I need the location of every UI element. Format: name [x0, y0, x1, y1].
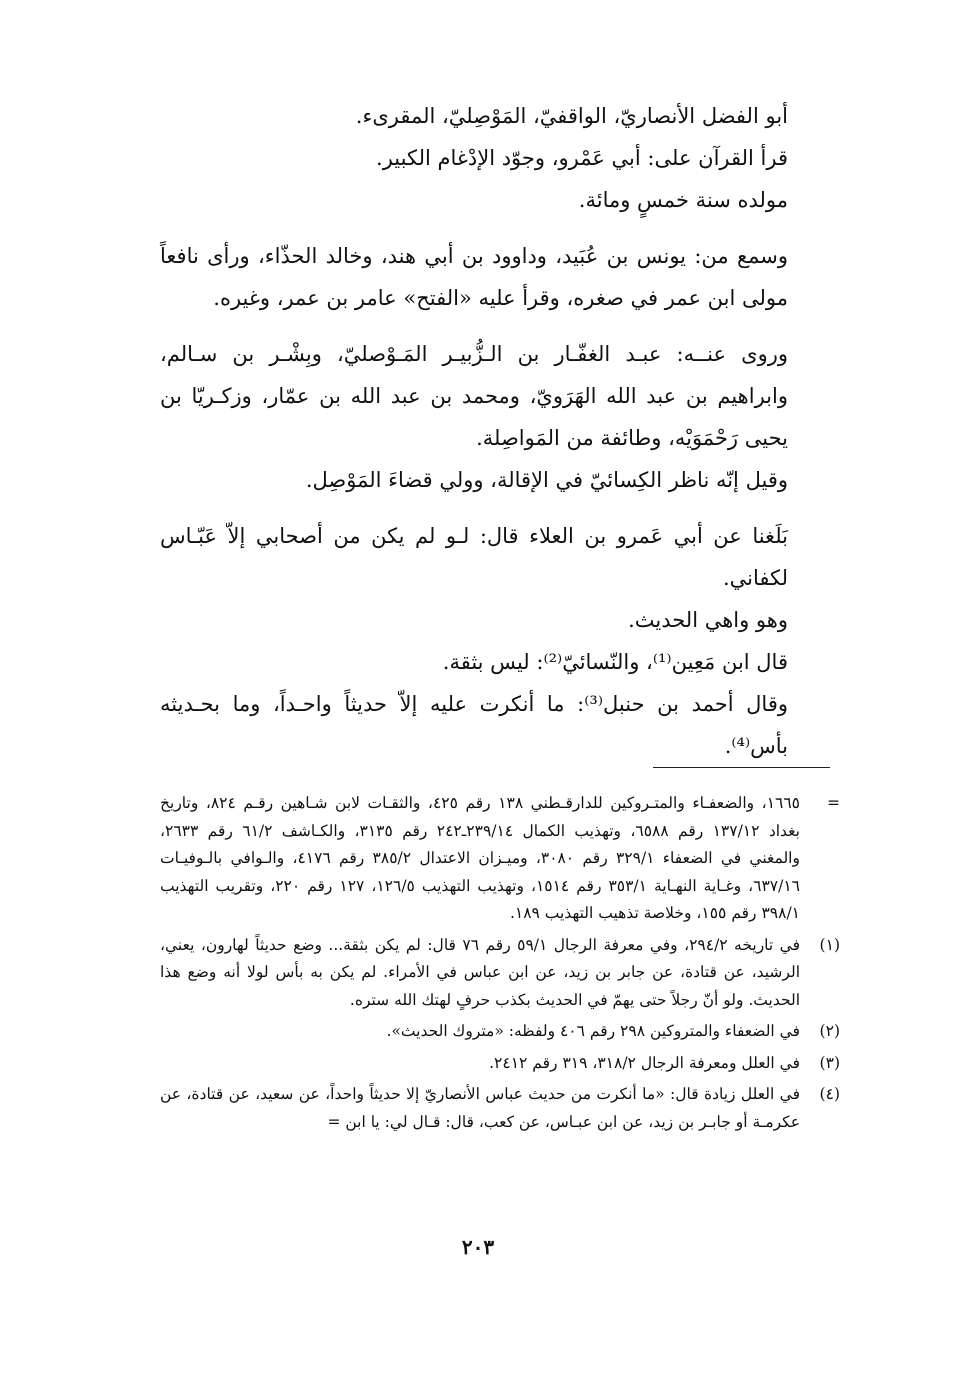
- page-number: ٢٠٣: [461, 1235, 495, 1259]
- footnote-mark: =: [827, 794, 840, 812]
- footnote-text: في العلل ومعرفة الرجال ٣١٨/٢، ٣١٩ رقم ٢٤١٢.: [489, 1053, 800, 1072]
- paragraph-ibn-main: قال ابن مَعِين⁽¹⁾، والنّسائيّ⁽²⁾: ليس بثقة.: [442, 650, 788, 674]
- footnote-3: [160, 1050, 840, 1078]
- paragraph-abu-amr-quote: بَلَغنا عن أبي عَمرو بن العلاء قال: لـو لم يكن من أصحابي إلاّ عَبّـاس لكفاني.: [160, 524, 788, 590]
- paragraph-kisai: وقيل إنّه ناظر الكِسائيّ في الإقالة، وولي قضاءَ المَوْصِل.: [305, 468, 788, 492]
- footnote-2: [160, 1018, 840, 1046]
- footnote-mark: (١): [819, 935, 840, 954]
- footnote-mark: (٣): [819, 1053, 840, 1072]
- main-text: [160, 95, 788, 767]
- footnote-text: في الضعفاء والمتروكين ٢٩٨ رقم ٤٠٦ ولفظه: «متروك الحديث».: [386, 1022, 800, 1040]
- footnotes: [160, 790, 840, 1140]
- footnote-text: ١٦٦٥، والضعفـاء والمتـروكين للدارقـطني ١٣٨ رقم ٤٢٥، والثقـات لابن شـاهين رقـم ٨٢٤، وتاريخ بغداد ١٣٧/١٢ رقم ٦٥٨٨، وتهذيب الكمال ٢٣٩/١٤ـ٢٤٢ رقم ٣١٣٥، والكـاشف ٦١/٢ رقم ٢٦٣٣، والمغني في الضعفاء ٣٢٩/١ رقم ٣٠٨٠، وميـزان الاعتدال ٣٨٥/٢ رقم ٤١٧٦، والـوافي بالـوفيـات ٦٣٧/١٦، وغـاية النهـاية ٣٥٣/١ رقم ١٥١٤، وتهذيب التهذيب ١٢٦/٥، ١٢٧ رقم ٢٢٠، وتقريب التهذيب ٣٩٨/١ رقم ١٥٥، وخلاصة تذهيب التهذيب ١٨٩.: [160, 794, 800, 922]
- footnote-4: [160, 1081, 840, 1136]
- footnote-mark: (٤): [819, 1085, 840, 1103]
- footnote-text: في العلل زيادة قال: «ما أنكرت من حديث عباس الأنصاريّ إلا حديثاً واحداً، عن سعيد، عن قتادة، عن عكرمـة أو جابـر بن زيد، عن ابن عبـاس، عن كعب، قال: قـال لي: يا ابن =: [160, 1085, 800, 1131]
- paragraph-birth: مولده سنة خمسٍ ومائة.: [578, 188, 788, 212]
- footnote-text: في تاريخه ٢٩٤/٢، وفي معرفة الرجال ٥٩/١ رقم ٧٦ قال: لم يكن بثقة... وضع حديثاً لهارون، يعني، الرشيد، عن قتادة، عن جابر بن زيد، عن ابن عباس في الأمراء. لم يكن به بأس لولا أنه وضع هذا الحديث. ولو أنّ رجلاً حتى يهمّ في الحديث بكذب حرفٍ لهتك الله ستره.: [160, 935, 800, 1009]
- footnote-divider: [653, 767, 830, 768]
- paragraph-ahmad: وقال أحمد بن حنبل⁽³⁾: ما أنكرت عليه إلاّ حديثاً واحـداً، وما بحـديثه بأس⁽⁴⁾.: [160, 692, 789, 758]
- paragraph-qiraa: قرأ القرآن على: أبي عَمْرو، وجوّد الإدْغام الكبير.: [376, 146, 788, 170]
- footnote-continuation: [160, 790, 840, 928]
- paragraph-teachers: وسمع من: يونس بن عُبَيد، وداوود بن أبي هند، وخالد الحذّاء، ورأى نافعاً مولى ابن عمر في صغره، وقرأ عليه «الفتح» عامر بن عمر، وغيره.: [160, 244, 788, 310]
- paragraph-grading: وهو واهي الحديث.: [628, 608, 788, 632]
- footnote-mark: (٢): [819, 1022, 840, 1040]
- paragraph-nisba: أبو الفضل الأنصاريّ، الواقفيّ، المَوْصِليّ، المقرىء.: [355, 104, 788, 128]
- paragraph-students: وروى عنــه: عبـد الغفّـار بن الـزُّبيـر المَـوْصليّ، وبِشْـر بن سـالم، وابراهيم بن عبد الله الهَرَويّ، ومحمد بن عبد الله بن عمّار، وزكـريّا بن يحيى رَحْمَوَيْه، وطائفة من المَواصِلة.: [160, 342, 788, 450]
- footnote-1: [160, 932, 840, 1015]
